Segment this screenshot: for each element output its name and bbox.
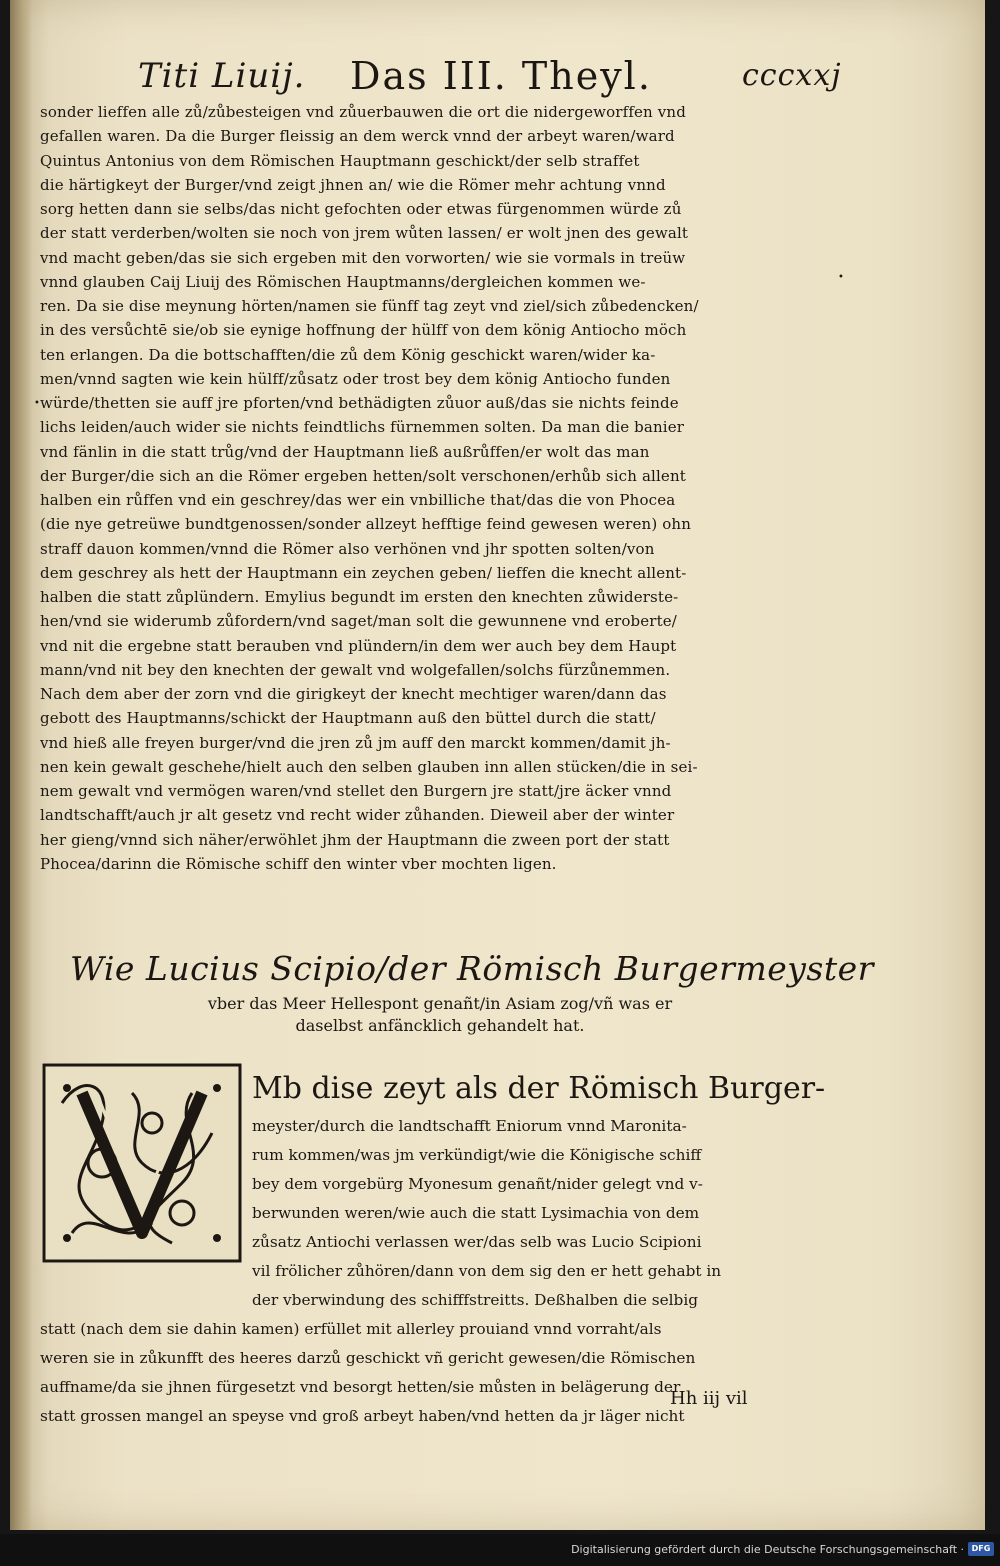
text-line: bey dem vorgebürg Myonesum genañt/nider gelegt vnd v-	[252, 1175, 703, 1193]
dfg-logo-icon: DFG	[968, 1542, 994, 1556]
text-line: der vberwindung des schifffstreitts. Deßhalben die selbig	[252, 1291, 699, 1309]
text-line: men/vnnd sagten wie kein hülff/zůsatz oder trost bey dem könig Antiocho funden	[40, 369, 671, 388]
text-line: berwunden weren/wie auch die statt Lysimachia von dem	[252, 1204, 700, 1222]
text-line: Nach dem aber der zorn vnd die girigkeyt der knecht mechtiger waren/dann das	[40, 685, 667, 703]
text-line: dem geschrey als hett der Hauptmann ein zeychen geben/ lieffen die knecht allent-	[40, 563, 687, 582]
text-line: vnd fänlin in die statt trůg/vnd der Hauptmann ließ außrůffen/er wolt das man	[40, 442, 650, 461]
text-line: straff dauon kommen/vnnd die Römer also verhönen vnd jhr spotten solten/von	[40, 539, 655, 558]
chapter-heading-subtitle: daselbst anfäncklich gehandelt hat.	[295, 1016, 585, 1035]
chapter-heading-subtitle: vber das Meer Hellespont genañt/in Asiam zog/vñ was er	[207, 994, 673, 1013]
text-line: nen kein gewalt geschehe/hielt auch den selben glauben inn allen stücken/die in sei-	[40, 757, 698, 776]
funding-credit: Digitalisierung gefördert durch die Deutsche Forschungsgemeinschaft ·	[571, 1543, 964, 1556]
text-line: mann/vnd nit bey den knechten der gewalt vnd wolgefallen/solchs fürzůnemmen.	[40, 660, 671, 679]
margin-mark: •	[34, 398, 40, 409]
text-line: würde/thetten sie auff jre pforten/vnd bethädigten zůuor auß/das sie nichts feinde	[40, 394, 679, 412]
running-head-left: Titi Liuij.	[138, 56, 306, 96]
text-line: vnd macht geben/das sie sich ergeben mit den vorworten/ wie sie vormals in treüw	[40, 248, 686, 267]
text-line: landtschafft/auch jr alt gesetz vnd recht wider zůhanden. Dieweil aber der winter	[40, 806, 675, 825]
chapter-heading	[70, 945, 874, 1037]
text-line: Phocea/darinn die Römische schiff den winter vber mochten ligen.	[40, 854, 557, 873]
text-line: sorg hetten dann sie selbs/das nicht gefochten oder etwas fürgenommen würde zů	[40, 200, 682, 218]
text-line: zůsatz Antiochi verlassen wer/das selb was Lucio Scipioni	[252, 1233, 702, 1251]
text-line: der statt verderben/wolten sie noch von jrem wůten lassen/ er wolt jnen des gewalt	[40, 224, 689, 243]
decorated-initial-icon	[42, 1063, 242, 1263]
text-line: nem gewalt vnd vermögen waren/vnd stellet den Burgern jre statt/jre äcker vnnd	[40, 782, 672, 800]
text-line: vnnd glauben Caij Liuij des Römischen Hauptmanns/dergleichen kommen we-	[40, 272, 646, 291]
text-line: die härtigkeyt der Burger/vnd zeigt jhnen an/ wie die Römer mehr achtung vnnd	[40, 175, 666, 194]
text-line: lichs leiden/auch wider sie nichts feindtlichs fürnemmen solten. Da man die banier	[40, 418, 685, 437]
text-line: auffname/da sie jhnen fürgesetzt vnd besorgt hetten/sie můsten in belägerung der	[40, 1378, 681, 1396]
text-line: gefallen waren. Da die Burger fleissig an dem werck vnnd der arbeyt waren/ward	[40, 127, 675, 146]
text-line: rum kommen/was jm verkündigt/wie die Königische schiff	[252, 1146, 702, 1164]
text-line: Mb dise zeyt als der Römisch Burger-	[252, 1071, 826, 1106]
text-line: (die nye getreüwe bundtgenossen/sonder allzeyt hefftige feind gewesen weren) ohn	[40, 515, 692, 534]
text-line: in des versůchtē sie/ob sie eynige hoffnung der hülff von dem könig Antiocho möch	[40, 321, 687, 340]
text-line: statt (nach dem sie dahin kamen) erfüllet mit allerley prouiand vnnd vorraht/als	[40, 1320, 662, 1338]
text-line: her gieng/vnnd sich näher/erwöhlet jhm der Hauptmann die zween port der statt	[40, 830, 670, 849]
body-text	[40, 100, 840, 876]
page-gutter	[10, 0, 32, 1530]
catchword-signature: Hh iij vil	[670, 1388, 748, 1409]
text-line: vnd nit die ergebne statt berauben vnd plündern/in dem wer auch bey dem Haupt	[40, 636, 677, 655]
running-head-center: Das III. Theyl.	[350, 54, 652, 98]
text-line: sonder lieffen alle zů/zůbesteigen vnd zůuerbauwen die ort die nidergeworffen vnd	[40, 103, 686, 121]
text-line: ren. Da sie dise meynung hörten/namen sie fünff tag zeyt vnd ziel/sich zůbedencken/	[40, 297, 699, 315]
decorated-initial	[42, 1063, 242, 1263]
text-line: statt grossen mangel an speyse vnd groß arbeyt haben/vnd hetten da jr läger nicht	[40, 1407, 685, 1425]
text-line: ten erlangen. Da die bottschafften/die zů dem König geschickt waren/wider ka-	[40, 345, 656, 364]
margin-mark: •	[838, 272, 844, 283]
text-line: gebott des Hauptmanns/schickt der Hauptmann auß den büttel durch die statt/	[40, 709, 656, 728]
text-line: vnd hieß alle freyen burger/vnd die jren zů jm auff den marckt kommen/damit jh-	[40, 733, 671, 752]
footer-bar	[0, 1534, 1000, 1566]
text-line: halben ein růffen vnd ein geschrey/das wer ein vnbilliche that/das die von Phocea	[40, 491, 676, 509]
text-line: meyster/durch die landtschafft Eniorum vnnd Maronita-	[252, 1117, 687, 1135]
book-page	[10, 0, 985, 1530]
text-line: halben die statt zůplündern. Emylius begundt im ersten den knechten zůwiderste-	[40, 588, 679, 606]
text-line: Quintus Antonius von dem Römischen Hauptmann geschickt/der selb straffet	[40, 151, 640, 170]
text-line: hen/vnd sie widerumb zůfordern/vnd saget/man solt die gewunnene vnd eroberte/	[40, 612, 678, 631]
text-line: der Burger/die sich an die Römer ergeben hetten/solt verschonen/erhůb sich allent	[40, 466, 686, 485]
running-head	[120, 48, 840, 106]
text-line: vil frölicher zůhören/dann von dem sig den er hett gehabt in	[252, 1262, 722, 1280]
chapter-heading-title: Wie Lucius Scipio/der Römisch Burgermeyster	[70, 949, 874, 988]
folio-number: cccxxj	[742, 58, 842, 93]
text-line: weren sie in zůkunfft des heeres darzů geschickt vñ gericht gewesen/die Römischen	[40, 1349, 696, 1367]
